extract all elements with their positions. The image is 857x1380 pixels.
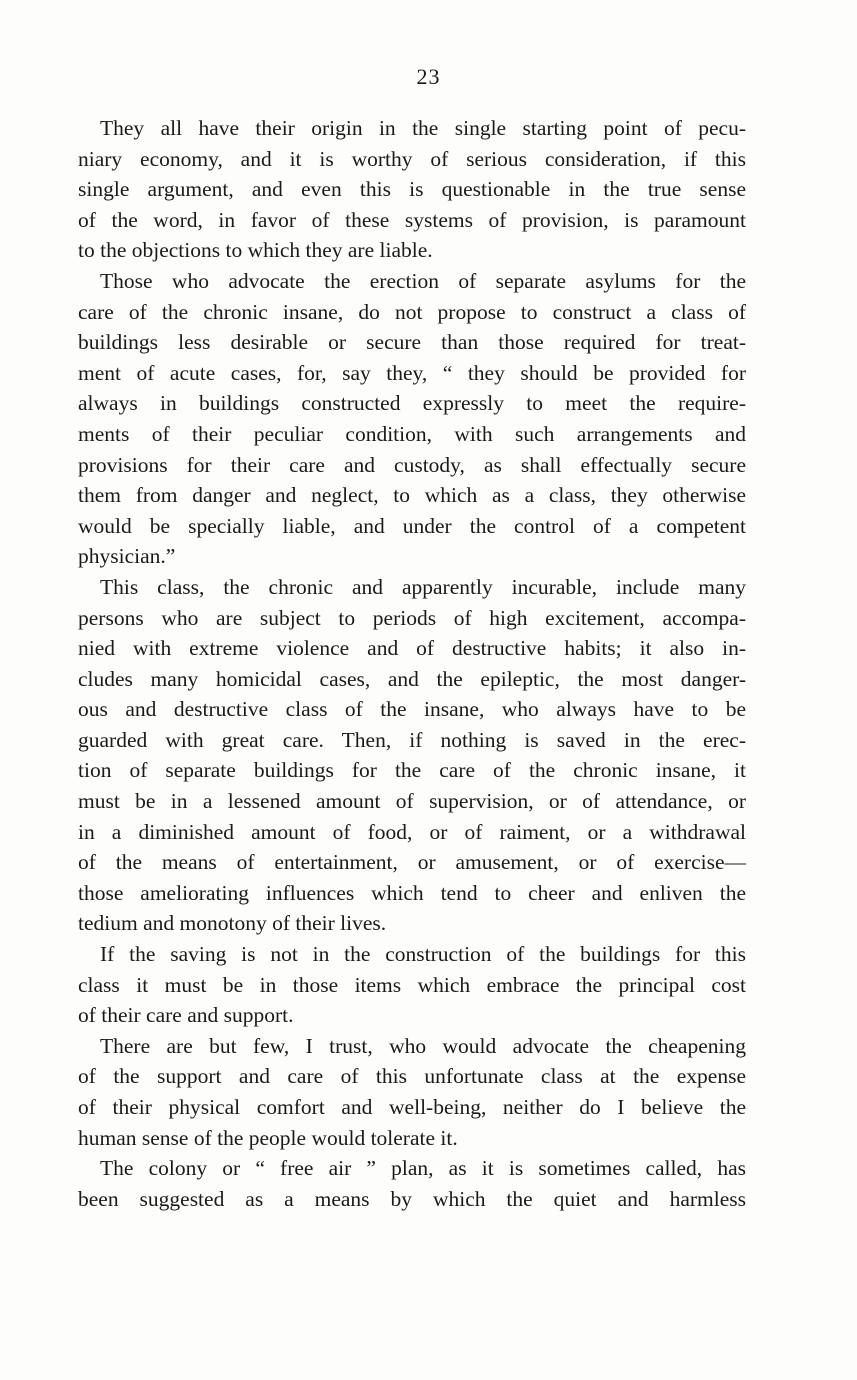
paragraph-2 bbox=[78, 266, 746, 572]
paragraph-1 bbox=[78, 113, 746, 266]
text-line: of their physical comfort and well-being, neither do I believe the bbox=[78, 1095, 746, 1119]
paragraph-5 bbox=[78, 1031, 746, 1153]
text-line: in a diminished amount of food, or of raiment, or a withdrawal bbox=[78, 819, 746, 844]
text-line: human sense of the people would tolerate it. bbox=[78, 1125, 458, 1150]
text-line: of their care and support. bbox=[78, 1003, 294, 1028]
text-line: They all have their origin in the single starting point of pecu- bbox=[100, 116, 746, 140]
text-line: must be in a lessened amount of supervision, or of attendance, or bbox=[78, 789, 746, 814]
text-line: class it must be in those items which embrace the principal cost bbox=[78, 972, 746, 997]
text-line: always in buildings constructed expressly to meet the require- bbox=[78, 391, 746, 416]
text-line: ous and destructive class of the insane, who always have to be bbox=[78, 697, 746, 722]
text-line: of the word, in favor of these systems of provision, is paramount bbox=[78, 207, 746, 232]
text-line: of the means of entertainment, or amusement, or of exercise— bbox=[78, 850, 746, 875]
text-line: to the objections to which they are liable. bbox=[78, 238, 433, 263]
paragraph-6 bbox=[78, 1153, 746, 1214]
text-line: ments of their peculiar condition, with such arrangements and bbox=[78, 421, 746, 446]
body-text bbox=[78, 113, 746, 1214]
text-line: ment of acute cases, for, say they, “ they should be provided for bbox=[78, 360, 746, 385]
text-line: cludes many homicidal cases, and the epileptic, the most danger- bbox=[78, 666, 746, 691]
text-line: persons who are subject to periods of high excitement, accompa- bbox=[78, 605, 746, 630]
text-line: The colony or “ free air ” plan, as it is sometimes called, has bbox=[100, 1156, 746, 1181]
text-line: nied with extreme violence and of destructive habits; it also in- bbox=[78, 636, 746, 661]
text-line: tion of separate buildings for the care of the chronic insane, it bbox=[78, 758, 746, 783]
text-line: physician.” bbox=[78, 544, 176, 569]
text-line: those ameliorating influences which tend to cheer and enliven the bbox=[78, 880, 746, 905]
text-line: This class, the chronic and apparently incurable, include many bbox=[100, 574, 746, 599]
text-line: of the support and care of this unfortunate class at the expense bbox=[78, 1064, 746, 1089]
text-line: single argument, and even this is questionable in the true sense bbox=[78, 177, 746, 202]
paragraph-3 bbox=[78, 572, 746, 939]
text-line: been suggested as a means by which the quiet and harmless bbox=[78, 1186, 746, 1211]
text-line: There are but few, I trust, who would advocate the cheapening bbox=[100, 1033, 746, 1058]
text-line: provisions for their care and custody, as shall effectually secure bbox=[78, 452, 746, 477]
text-line: would be specially liable, and under the control of a competent bbox=[78, 513, 746, 538]
text-line: care of the chronic insane, do not propose to construct a class of bbox=[78, 299, 746, 324]
text-line: tedium and monotony of their lives. bbox=[78, 911, 387, 936]
text-line: If the saving is not in the construction of the buildings for this bbox=[100, 942, 746, 967]
text-line: buildings less desirable or secure than those required for treat- bbox=[78, 330, 746, 355]
text-line: Those who advocate the erection of separate asylums for the bbox=[100, 268, 746, 293]
page-number: 23 bbox=[416, 64, 441, 89]
text-line: guarded with great care. Then, if nothing is saved in the erec- bbox=[78, 727, 746, 752]
text-line: niary economy, and it is worthy of serious consideration, if this bbox=[78, 146, 746, 171]
paragraph-4 bbox=[78, 939, 746, 1031]
text-line: them from danger and neglect, to which as a class, they otherwise bbox=[78, 483, 746, 508]
